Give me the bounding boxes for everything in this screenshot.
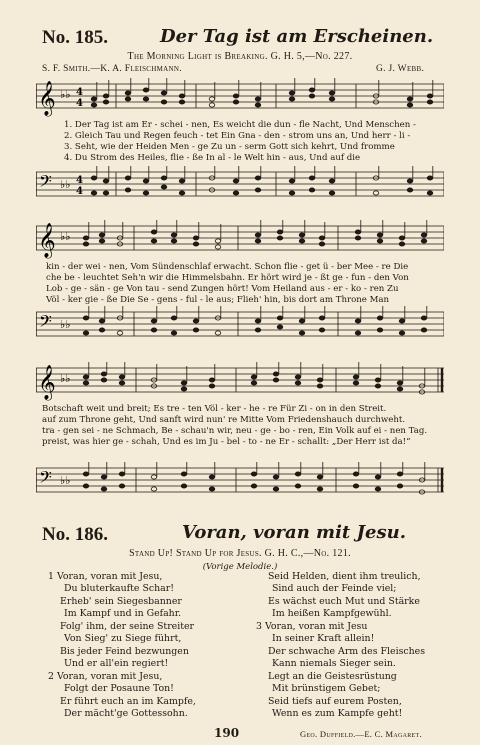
hymn-185-english-reference: The Morning Light is Breaking. G. H. 5,—No. 227. [127, 51, 353, 62]
svg-text:𝄞: 𝄞 [38, 223, 56, 258]
svg-text:4: 4 [76, 87, 83, 98]
stanza-3-line-6: Mit brünstigem Gebet; [272, 683, 381, 694]
stanza-1-line-1: 1 Voran, voran mit Jesu, [48, 571, 163, 582]
system-3-verse-4: preist, was hier ge - schah, Und es im Ju - bel - to - ne Er - schallt: „Der Herr ist da!“ [42, 437, 411, 447]
hymn-186-english-reference: Stand Up! Stand Up for Jesus. G. H. C.,—No. 121. [129, 548, 351, 559]
stanza-3-line-7: Seid tiefs auf eurem Posten, [268, 696, 402, 707]
svg-text:♭♭: ♭♭ [60, 178, 71, 191]
hymn-186-number: No. 186. [42, 524, 108, 545]
svg-text:♭♭: ♭♭ [60, 230, 71, 243]
system-2-verse-4: Völ - ker gie - ße Die Se - gens - ful - le aus; Flieh' hin, bis dort am Throne Man [46, 295, 390, 305]
system-1-verse-1: 1. Der Tag ist am Er - schei - nen, Es weicht die dun - fle Nacht, Und Menschen - [64, 120, 416, 130]
svg-text:4: 4 [76, 98, 83, 109]
music-system-1-treble-staff [36, 78, 444, 118]
svg-text:𝄢: 𝄢 [39, 171, 52, 195]
svg-text:4: 4 [76, 175, 83, 186]
stanza-3-line-3: Der schwache Arm des Fleisches [268, 646, 426, 657]
stanza-2-line-8: Im heißen Kampfgewühl. [272, 608, 392, 619]
hymn-186-title: Voran, voran mit Jesu. [182, 522, 406, 543]
system-3-verse-2: auf zum Throne geht, Und sanft wird nun' re Mitte Vom Friedenshauch durchweht. [42, 415, 406, 425]
stanza-2-line-7: Es wächst euch Mut und Stärke [268, 596, 420, 607]
system-3-verse-1: Botschaft weit und breit; Es tre - ten Völ - ker - he - re Für Zi - on in den Streit. [42, 404, 387, 414]
hymn-186-credit: Geo. Duffield.—E. C. Magaret. [300, 729, 422, 739]
music-system-1-bass-staff [36, 166, 444, 206]
svg-text:♭♭: ♭♭ [60, 88, 71, 101]
svg-text:𝄞: 𝄞 [38, 81, 56, 116]
system-2-verse-1: kin - der wei - nen, Vom Sündenschlaf erwacht. Schon flie - get ü - ber Mee - re Die [46, 262, 409, 272]
stanza-1-line-6: Von Sieg' zu Siege führt, [64, 633, 182, 644]
stanza-3-line-1: 3 Voran, voran mit Jesu [256, 621, 368, 632]
stanza-1-line-2: Du bluterkaufte Schar! [64, 583, 174, 594]
system-2-verse-2: che be - leuchtet Seh'n wir die Himmelsbahn. Er hört wird je - ßt ge - fun - den Von [46, 273, 409, 283]
stanza-1-line-8: Und er all'ein regiert! [64, 658, 169, 669]
stanza-3-line-5: Legt an die Geistesrüstung [268, 671, 397, 682]
music-system-2-bass-staff [36, 306, 444, 346]
stanza-2-line-1: 2 Voran, voran mit Jesu, [48, 671, 163, 682]
svg-text:𝄢: 𝄢 [39, 311, 52, 335]
system-2-verse-3: Lob - ge - sän - ge Von tau - send Zungen hört! Vom Heiland aus - er - ko - ren Zu [46, 284, 399, 294]
stanza-2-line-3: Er führt euch an im Kampfe, [60, 696, 196, 707]
stanza-1-line-4: Im Kampf und in Gefahr. [64, 608, 182, 619]
stanza-3-line-8: Wenn es zum Kampfe geht! [272, 708, 403, 719]
svg-text:4: 4 [76, 186, 83, 197]
svg-text:𝄞: 𝄞 [38, 365, 56, 400]
stanza-2-line-6: Sind auch der Feinde viel; [272, 583, 397, 594]
hymn-185-title: Der Tag ist am Erscheinen. [160, 26, 434, 47]
page-number: 190 [214, 726, 240, 740]
hymn-186-melody-note: (Vorige Melodie.) [202, 562, 278, 572]
stanza-1-line-7: Bis jeder Feind bezwungen [60, 646, 189, 657]
stanza-2-line-2: Folgt der Posaune Ton! [64, 683, 174, 694]
stanza-2-line-5: Seid Helden, dient ihm treulich, [268, 571, 421, 582]
svg-text:𝄢: 𝄢 [39, 467, 52, 491]
svg-text:♭♭: ♭♭ [60, 372, 71, 385]
hymn-185-number: No. 185. [42, 27, 108, 48]
music-system-3-treble-staff [36, 362, 444, 402]
stanza-3-line-2: In seiner Kraft allein! [272, 633, 375, 644]
system-1-verse-4: 4. Du Strom des Heiles, flie - ße In al - le Welt hin - aus, Und auf die [64, 153, 361, 163]
music-system-2-treble-staff [36, 220, 444, 260]
stanza-1-line-5: Folg' ihm, der seine Streiter [60, 621, 195, 632]
stanza-2-line-4: Der mächt'ge Gottessohn. [64, 708, 188, 719]
svg-text:♭♭: ♭♭ [60, 474, 71, 487]
system-3-verse-3: tra - gen sei - ne Schmach, Be - schau'n wir, neu - ge - bo - ren, Ein Volk auf ei - nen Tag. [42, 426, 428, 436]
music-system-3-bass-staff [36, 462, 444, 502]
svg-text:♭♭: ♭♭ [60, 318, 71, 331]
hymn-185-author: S. F. Smith.—K. A. Fleischmann. [42, 64, 182, 74]
hymn-185-composer: G. J. Webb. [376, 64, 425, 74]
stanza-3-line-4: Kann niemals Sieger sein. [272, 658, 396, 669]
system-1-verse-2: 2. Gleich Tau und Regen feuch - tet Ein Gna - den - strom uns an, Und herr - li - [64, 131, 411, 141]
stanza-1-line-3: Erheb' sein Siegesbanner [60, 596, 182, 607]
system-1-verse-3: 3. Seht, wie der Heiden Men - ge Zu un - serm Gott sich kehrt, Und fromme [64, 142, 395, 152]
